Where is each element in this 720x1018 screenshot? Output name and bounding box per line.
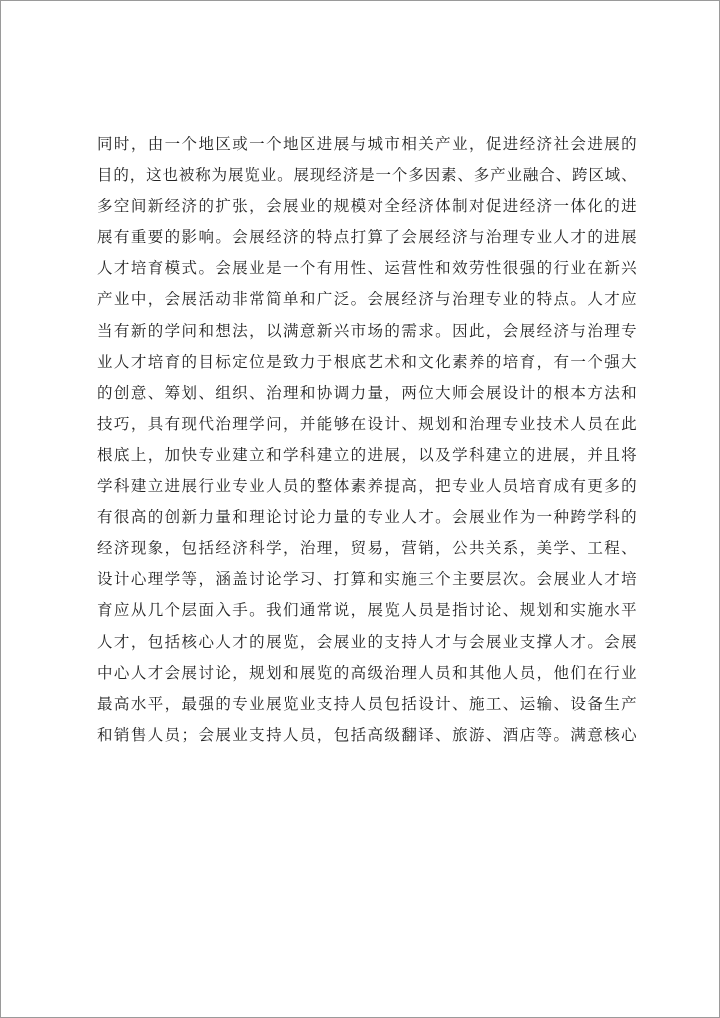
text-line: 和销售人员；会展业支持人员，包括高级翻译、旅游、酒店等。满意核心 — [97, 725, 637, 744]
text-line: 目的，这也被称为展览业。展现经济是一个多因素、多产业融合、跨区域、 — [97, 166, 637, 185]
text-line: 最高水平，最强的专业展览业支持人员包括设计、施工、运输、设备生产 — [97, 694, 637, 713]
text-line: 人才，包括核心人才的展览，会展业的支持人才与会展业支撑人才。会展 — [97, 632, 637, 651]
text-line: 设计心理学等，涵盖讨论学习、打算和实施三个主要层次。会展业人才培 — [97, 570, 637, 589]
text-line: 同时，由一个地区或一个地区进展与城市相关产业，促进经济社会进展的 — [97, 135, 637, 153]
text-line: 的创意、筹划、组织、治理和协调力量，两位大师会展设计的根本方法和 — [97, 383, 637, 402]
text-line: 经济现象，包括经济科学，治理，贸易，营销，公共关系，美学、工程、 — [97, 539, 637, 558]
text-line: 技巧，具有现代治理学问，并能够在设计、规划和治理专业技术人员在此 — [97, 414, 637, 433]
body-text — [97, 129, 637, 751]
text-line: 人才培育模式。会展业是一个有用性、运营性和效劳性很强的行业在新兴 — [97, 259, 637, 278]
text-line: 产业中，会展活动非常简单和广泛。会展经济与治理专业的特点。人才应 — [97, 290, 637, 309]
text-line: 业人才培育的目标定位是致力于根底艺术和文化素养的培育，有一个强大 — [97, 352, 637, 371]
text-line: 有很高的创新力量和理论讨论力量的专业人才。会展业作为一种跨学科的 — [97, 508, 637, 527]
text-line: 中心人才会展讨论，规划和展览的高级治理人员和其他人员，他们在行业 — [97, 663, 637, 682]
text-line: 育应从几个层面入手。我们通常说，展览人员是指讨论、规划和实施水平 — [97, 601, 637, 620]
text-line: 展有重要的影响。会展经济的特点打算了会展经济与治理专业人才的进展 — [97, 228, 637, 247]
text-line: 多空间新经济的扩张，会展业的规模对全经济体制对促进经济一体化的进 — [97, 197, 637, 216]
text-line: 当有新的学问和想法，以满意新兴市场的需求。因此，会展经济与治理专 — [97, 321, 637, 340]
text-line: 根底上，加快专业建立和学科建立的进展，以及学科建立的进展，并且将 — [97, 445, 637, 464]
text-line: 学科建立进展行业专业人员的整体素养提高，把专业人员培育成有更多的 — [97, 477, 637, 496]
